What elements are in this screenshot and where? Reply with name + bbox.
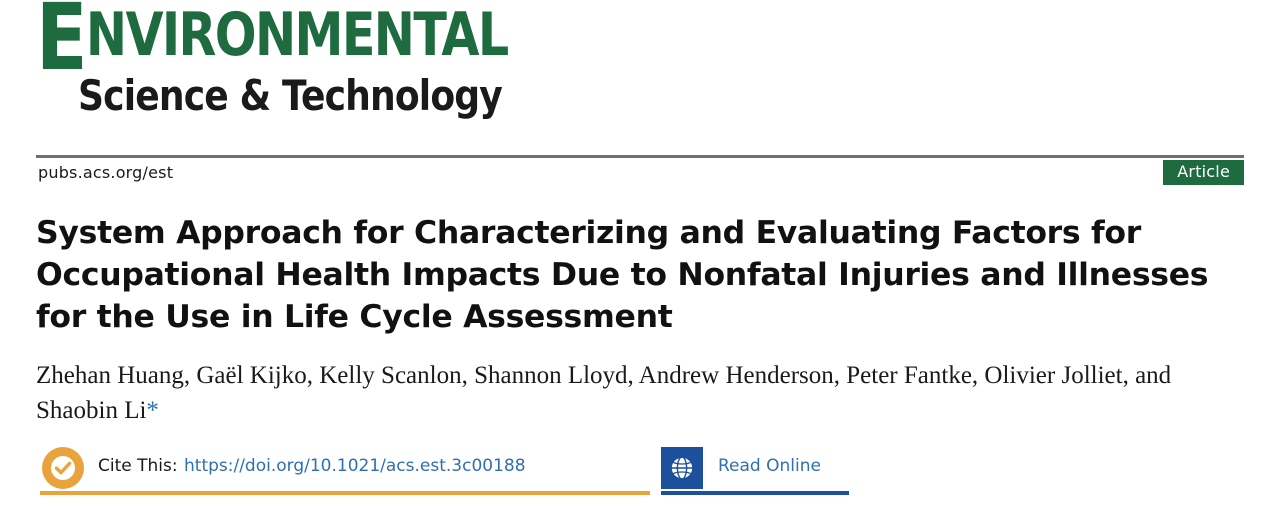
cite-this-bar — [40, 447, 650, 495]
journal-logo — [36, 0, 508, 148]
read-online-bar[interactable] — [661, 447, 849, 495]
globe-icon — [661, 447, 703, 489]
cite-this-label: Cite This: — [98, 456, 178, 476]
read-online-underline — [661, 491, 849, 495]
cite-underline — [40, 491, 650, 495]
page-title: System Approach for Characterizing and Evaluating Factors for Occupational Health Impacts Due to Nonfatal Injuries and Illnesses for the Use in Life Cycle Assessment — [36, 215, 1209, 335]
journal-logo-line1-text: NVIRONMENTAL — [85, 0, 508, 70]
check-circle-icon — [42, 447, 84, 489]
status-badge-article-type: Article — [1163, 160, 1244, 185]
read-online-link[interactable]: Read Online — [718, 456, 821, 476]
journal-logo-line2: Science & Technology — [78, 71, 502, 120]
header-divider — [36, 155, 1244, 158]
running-head-url[interactable]: pubs.acs.org/est — [38, 163, 174, 182]
author-names: Zhehan Huang, Gaël Kijko, Kelly Scanlon, Shannon Lloyd, Andrew Henderson, Peter Fantke, Olivier Jolliet, and Shaobin Li — [36, 362, 1172, 424]
author-list — [36, 358, 1226, 428]
corresponding-author-marker: * — [146, 397, 159, 424]
journal-logo-line1 — [36, 0, 508, 91]
doi-link[interactable]: https://doi.org/10.1021/acs.est.3c00188 — [184, 456, 526, 476]
journal-logo-initial: E — [36, 0, 86, 91]
